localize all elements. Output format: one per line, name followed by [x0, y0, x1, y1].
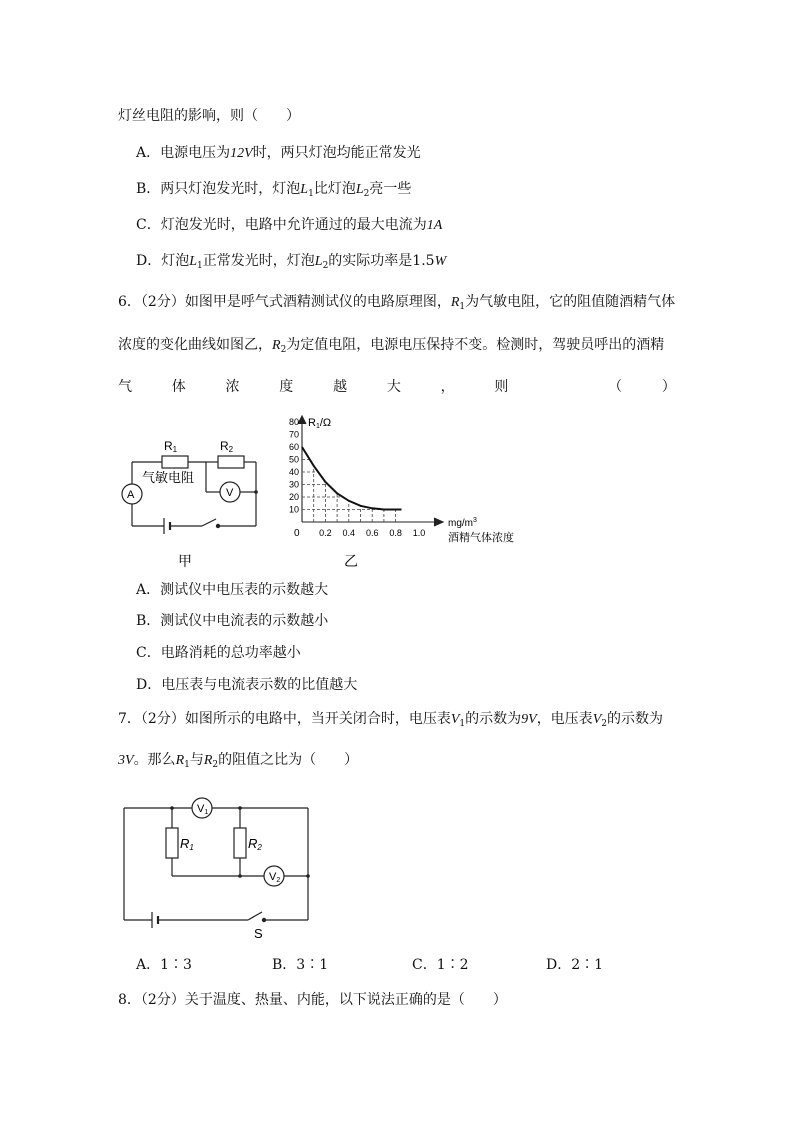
q5-option-a [136, 143, 421, 164]
switch-label: S [254, 926, 263, 941]
q5-option-d-l1: L [189, 254, 198, 269]
q6-option-d: D．电压表与电流表示数的比值越大 [136, 677, 358, 693]
q7-r1: R [175, 753, 185, 768]
figure-b-caption: 乙 [344, 553, 358, 569]
junction-dot [254, 490, 258, 494]
switch-blade [248, 912, 262, 920]
series-line [302, 447, 402, 510]
q6-line3-char: 则 [494, 379, 509, 395]
x-tick-label: 0.8 [389, 528, 402, 538]
x-axis-arrow [434, 518, 443, 526]
q7-r2: R [203, 753, 213, 768]
q5-option-c-value: 1 [426, 218, 434, 233]
q6-line3-char: 体 [171, 379, 186, 395]
q7-line2-a: 。那么 [133, 752, 176, 768]
q6-chart-figure [280, 410, 540, 570]
q8-stem: 8．（2分）关于温度、热量、内能，以下说法正确的是（ ） [118, 992, 507, 1008]
q6-line2-b: 为定值电阻，电源电压保持不变。检测时，驾驶员呼出的酒精 [286, 337, 665, 353]
q5-option-d-value: 1.5 [412, 253, 435, 269]
y-tick-label: 80 [288, 417, 299, 427]
q6-stem-line2 [118, 335, 664, 360]
q5-option-c [136, 215, 442, 236]
q5-option-a-text: A．电源电压为 [136, 145, 231, 161]
q7-line1-a: 7．（2分）如图所示的电路中，当开关闭合时，电压表 [118, 711, 451, 727]
q6-line1-b: 为气敏电阻，它的阻值随酒精气体 [465, 294, 676, 310]
q6-line3-char: 气 [118, 379, 132, 395]
r1-label: R1 [180, 836, 194, 852]
q7-stem-line1 [118, 709, 663, 734]
q5-option-b-l1-sub: 1 [308, 189, 314, 199]
x-tick-label: 0.2 [319, 528, 332, 538]
switch-blade [202, 519, 216, 526]
q6-r2: R [272, 338, 281, 353]
q5-option-c-unit: A [433, 218, 443, 233]
q6-option-c: C．电路消耗的总功率越小 [136, 645, 301, 661]
figure-a-caption: 甲 [178, 553, 192, 569]
q7-stem-line2 [118, 750, 358, 775]
voltmeter-label: V [226, 487, 234, 499]
q7-v2-sub: 2 [601, 719, 607, 729]
q5-option-c-text: C．灯泡发光时，电路中允许通过的最大电流为 [136, 217, 427, 233]
y-tick-label: 10 [288, 504, 299, 515]
q7-circuit-figure [110, 790, 330, 950]
q5-option-a-rest: 时，两只灯泡均能正常发光 [252, 145, 421, 161]
q5-option-d-l1-sub: 1 [197, 261, 203, 271]
q7-option-c: C．1∶2 [412, 957, 469, 973]
q7-option-a: A．1∶3 [136, 957, 192, 973]
q7-val2: 3 [118, 753, 125, 768]
q7-option-d: D．2∶1 [546, 957, 604, 973]
q5-option-b-text: B．两只灯泡发光时，灯泡 [136, 181, 301, 197]
q6-line3-char: ） [661, 379, 676, 395]
q6-circuit-figure [110, 430, 280, 580]
q6-option-a: A．测试仪中电压表的示数越大 [136, 582, 329, 598]
x-tick-label: 0.4 [342, 528, 356, 538]
q6-line1-a: 6．（2分）如图甲是呼气式酒精测试仪的电路原理图， [118, 294, 451, 310]
q5-option-d-mid: 正常发光时，灯泡 [202, 253, 315, 269]
r1-label: R1 [164, 439, 178, 454]
q6-line3-char: 大 [386, 379, 401, 395]
q6-line3-char: ， [440, 379, 455, 395]
q5-option-b-mid: 比灯泡 [313, 181, 356, 197]
q7-v1: V [450, 712, 460, 727]
q6-option-b: B．测试仪中电流表的示数越小 [136, 613, 329, 629]
q7-option-b: B．3∶1 [272, 957, 329, 973]
q7-line1-c: ，电压表 [536, 711, 593, 727]
q7-line2-c: 的阻值之比为（ ） [218, 752, 359, 768]
q5-option-b-l2: L [355, 182, 364, 197]
r2-resistor-shape [234, 828, 246, 858]
q5-option-d [136, 251, 446, 276]
x-unit-label: $mg/m^3$ [448, 517, 477, 529]
q7-line2-b: 与 [189, 752, 204, 768]
q7-val1: 9 [521, 712, 529, 727]
x-tick-label: 1.0 [412, 528, 426, 538]
x-tick-label: 0.6 [365, 528, 379, 538]
q6-r2-sub: 2 [280, 345, 287, 355]
origin-label: 0 [294, 528, 300, 539]
r1-resistor-shape [166, 828, 178, 858]
q6-stem-line1 [118, 292, 675, 317]
q5-option-b-l2-sub: 2 [363, 189, 370, 199]
ammeter-label: A [127, 489, 135, 501]
q7-v2: V [592, 712, 602, 727]
y-tick-label: 30 [288, 479, 299, 490]
q6-line2-a: 浓度的变化曲线如图乙， [118, 337, 272, 353]
q7-v1-sub: 1 [459, 719, 466, 729]
q5-option-d-rest: 的实际功率是 [328, 253, 413, 269]
y-tick-label: 60 [288, 442, 299, 452]
y-tick-label: 20 [288, 492, 299, 502]
q5-option-b [136, 179, 411, 204]
v1-label: V1 [197, 803, 209, 816]
q5-option-d-l2-sub: 2 [322, 261, 329, 271]
junction-dot [306, 874, 310, 878]
q7-r1-sub: 1 [184, 760, 190, 770]
junction-dot [170, 806, 174, 810]
r2-resistor-shape [218, 456, 244, 468]
q6-line3-char: 浓 [225, 379, 240, 395]
y-axis-label: R1/Ω [308, 417, 332, 430]
r1-resistor-shape [162, 456, 188, 468]
v2-label: V2 [269, 871, 281, 884]
q5-option-a-unit: V [244, 146, 253, 161]
sensor-label: 气敏电阻 [142, 470, 195, 485]
q6-line3-char: 越 [333, 379, 348, 395]
y-tick-label: 70 [288, 429, 299, 440]
q5-option-d-unit: W [434, 254, 447, 269]
q7-unit2: V [125, 753, 134, 768]
x-axis-label: 酒精气体浓度 [448, 532, 514, 544]
q5-tail: 灯丝电阻的影响，则（ ） [118, 108, 300, 124]
q5-option-b-l1: L [300, 182, 309, 197]
q7-unit1: V [528, 712, 537, 727]
q5-option-a-value: 12 [230, 146, 245, 161]
q6-line3-char: 度 [279, 379, 294, 395]
y-axis-arrow [298, 416, 306, 424]
junction-dot [238, 806, 242, 810]
junction-dot [238, 874, 242, 878]
q6-r1: R [450, 295, 460, 310]
q7-line1-b: 的示数为 [465, 711, 522, 727]
q5-option-d-l2: L [314, 254, 323, 269]
y-tick-label: 40 [288, 467, 299, 477]
q7-line1-d: 的示数为 [606, 711, 663, 727]
y-tick-label: 50 [288, 454, 299, 465]
q6-line3-char: （ [608, 379, 623, 395]
q7-r2-sub: 2 [212, 760, 219, 770]
axis-ticks [289, 417, 425, 538]
q5-option-b-rest: 亮一些 [369, 181, 412, 197]
q5-option-d-text: D．灯泡 [136, 253, 190, 269]
q6-r1-sub: 1 [459, 302, 466, 312]
r2-label: R2 [248, 836, 262, 852]
r2-label: R2 [220, 439, 234, 454]
q6-stem-line3 [118, 377, 676, 397]
